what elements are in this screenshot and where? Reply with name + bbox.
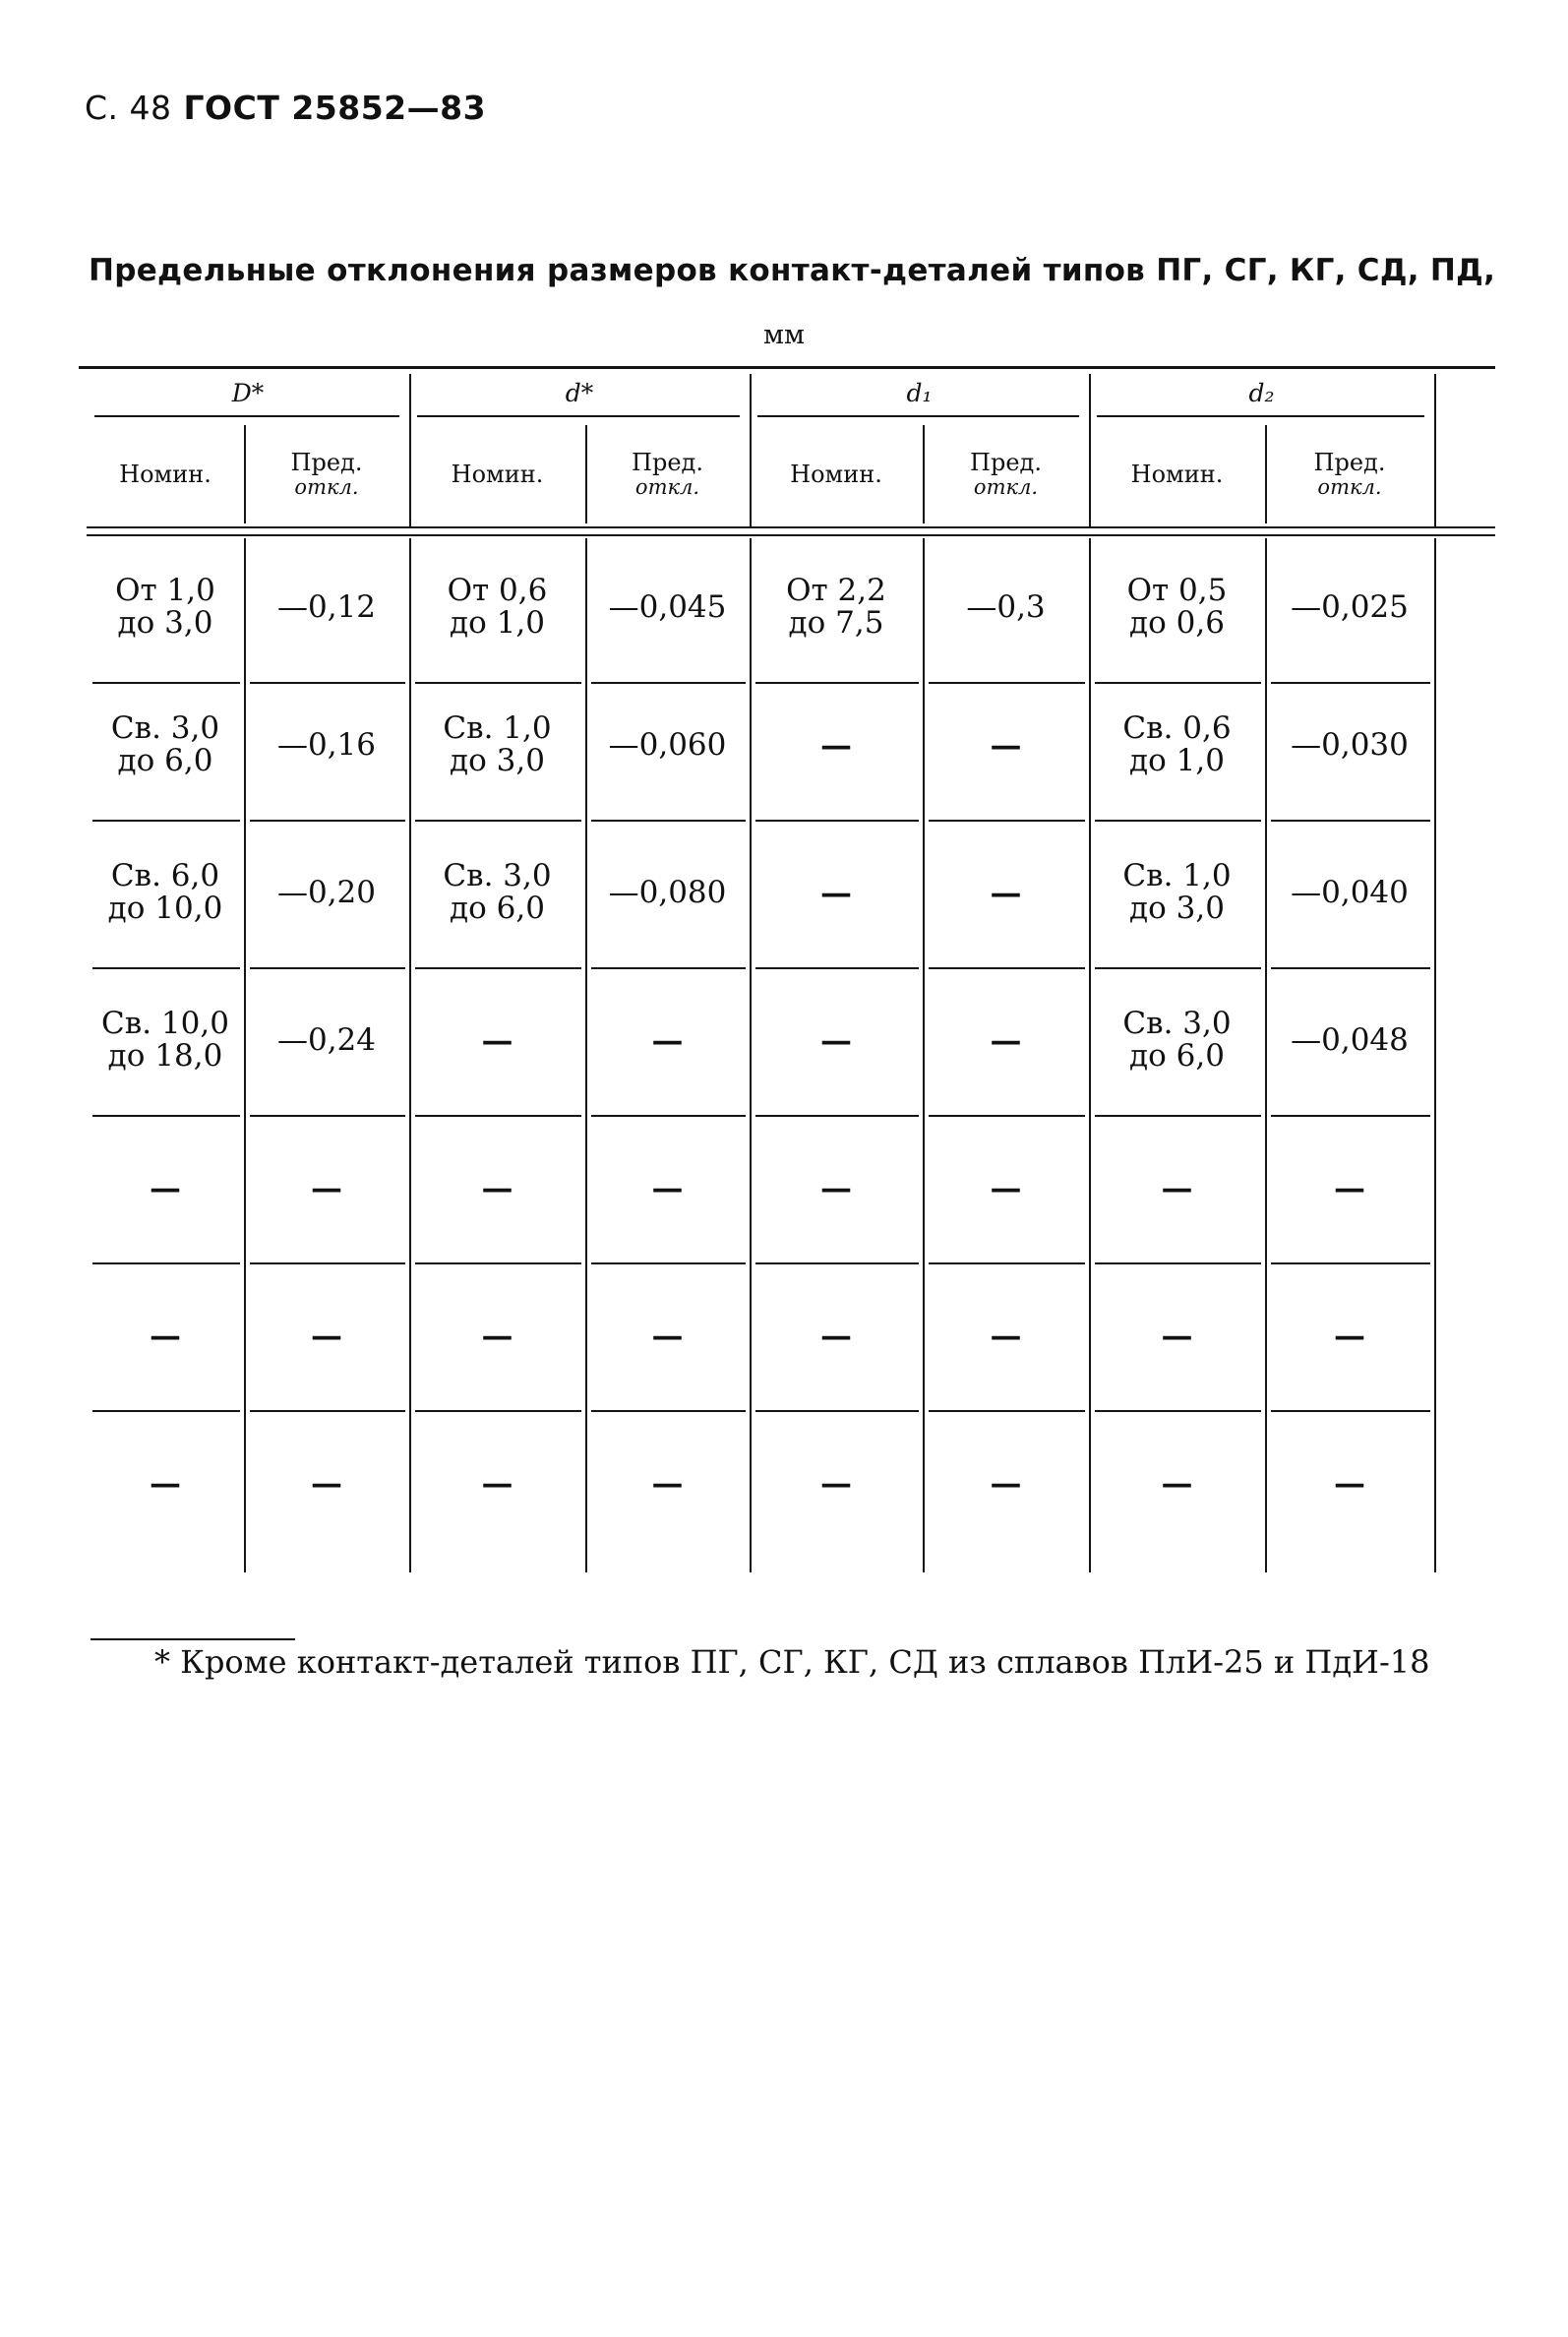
tolerance-cell: — <box>1334 1169 1365 1206</box>
tolerance-cell: —0,3 <box>966 589 1046 625</box>
standard-number: ГОСТ 25852—83 <box>183 89 487 127</box>
tolerance-cell: —0,080 <box>608 875 727 910</box>
nominal-value-line: до 3,0 <box>117 605 213 641</box>
tolerance-header-line1: Пред. <box>1313 449 1386 477</box>
row-separator <box>929 1262 1085 1264</box>
nominal-value-line: до 1,0 <box>1129 743 1225 778</box>
nominal-cell <box>409 539 585 675</box>
group-header-underline <box>757 415 1079 417</box>
row-separator <box>929 1115 1085 1117</box>
nominal-value-line: От 0,6 <box>447 572 548 608</box>
row-separator <box>415 1115 581 1117</box>
row-separator <box>1271 1115 1430 1117</box>
subcolumn-separator <box>244 425 246 523</box>
row-separator <box>92 1262 240 1264</box>
tolerance-cell: — <box>651 1464 684 1502</box>
header-double-rule-upper <box>87 526 1495 528</box>
page-number: С. 48 <box>85 89 172 127</box>
row-separator <box>1095 1262 1261 1264</box>
row-separator <box>250 967 405 969</box>
tolerance-cell: — <box>990 1317 1022 1354</box>
nominal-value-line: — <box>820 874 852 911</box>
tolerance-header-line1: Пред. <box>970 449 1042 477</box>
nominal-value-line: Св. 3,0 <box>110 709 220 746</box>
tolerance-cell: —0,045 <box>608 589 727 625</box>
row-separator <box>250 1410 405 1412</box>
nominal-value-line: От 1,0 <box>115 572 215 608</box>
nominal-value-line: до 6,0 <box>1129 1038 1225 1074</box>
nominal-value-line: до 7,5 <box>788 605 884 641</box>
row-separator <box>1271 820 1430 822</box>
nominal-cell <box>409 972 585 1108</box>
nominal-value-line: до 18,0 <box>107 1038 223 1074</box>
row-separator <box>1095 1410 1261 1412</box>
header-double-rule-lower <box>87 534 1495 536</box>
tolerance-cell: — <box>990 1464 1022 1502</box>
subcolumn-separator <box>923 425 925 523</box>
row-separator <box>415 820 581 822</box>
tolerance-cell: — <box>651 1169 684 1206</box>
row-separator <box>929 820 1085 822</box>
row-separator <box>591 967 746 969</box>
nominal-value-line: — <box>150 1464 181 1502</box>
group-header: d* <box>565 378 594 407</box>
tolerance-cell: —0,040 <box>1291 875 1409 910</box>
tolerance-cell: —0,20 <box>276 875 377 910</box>
nominal-cell <box>87 825 244 960</box>
nominal-value-line: — <box>820 726 852 764</box>
row-separator <box>1095 820 1261 822</box>
tolerance-header <box>1265 425 1434 523</box>
nominal-value-line: — <box>820 1464 852 1502</box>
nominal-cell <box>409 1267 585 1403</box>
row-separator <box>92 1410 240 1412</box>
nominal-header: Номин. <box>451 461 544 488</box>
group-separator <box>750 374 752 526</box>
tolerance-cell: — <box>311 1317 342 1354</box>
row-separator <box>755 967 919 969</box>
subcolumn-separator <box>585 425 587 523</box>
tolerance-cell: —0,24 <box>276 1022 377 1058</box>
nominal-value-line: Св. 3,0 <box>1122 1005 1232 1041</box>
row-separator <box>591 1262 746 1264</box>
nominal-cell <box>87 1415 244 1551</box>
nominal-value-line: — <box>1161 1317 1193 1354</box>
nominal-value-line: — <box>820 1169 852 1206</box>
nominal-value-line: — <box>820 1317 852 1354</box>
nominal-cell <box>87 1267 244 1403</box>
row-separator <box>250 820 405 822</box>
row-separator <box>1271 1262 1430 1264</box>
nominal-value-line: — <box>481 1464 513 1502</box>
nominal-cell <box>1089 539 1265 675</box>
row-separator <box>929 1410 1085 1412</box>
nominal-cell <box>87 1120 244 1256</box>
table-title: Предельные отклонения размеров контакт-деталей типов ПГ, СГ, КГ, СД, ПД, <box>89 253 1496 288</box>
row-separator <box>755 1410 919 1412</box>
nominal-value-line: — <box>150 1317 181 1354</box>
nominal-value-line: Св. 10,0 <box>101 1005 229 1041</box>
nominal-value-line: — <box>481 1169 513 1206</box>
tolerance-cell: —0,025 <box>1291 589 1409 625</box>
nominal-value-line: Св. 3,0 <box>443 857 552 893</box>
nominal-cell <box>409 1120 585 1256</box>
nominal-value-line: От 0,5 <box>1126 572 1228 608</box>
nominal-cell <box>750 1267 923 1403</box>
row-separator <box>1095 1115 1261 1117</box>
tolerance-cell: — <box>1334 1464 1365 1502</box>
footnote-divider <box>90 1638 295 1640</box>
nominal-value-line: до 0,6 <box>1129 605 1225 641</box>
group-header: d₁ <box>906 378 933 407</box>
tolerance-cell: —0,12 <box>276 589 377 625</box>
nominal-cell <box>750 972 923 1108</box>
row-separator <box>591 1115 746 1117</box>
nominal-cell <box>1089 825 1265 960</box>
tolerance-cell: — <box>990 1021 1022 1059</box>
tolerance-cell: — <box>311 1169 342 1206</box>
tolerance-header-line1: Пред. <box>290 449 363 477</box>
nominal-value-line: — <box>1161 1464 1193 1502</box>
row-separator <box>415 1262 581 1264</box>
footnote: * Кроме контакт-деталей типов ПГ, СГ, КГ, СД из сплавов ПлИ-25 и ПдИ-18 <box>154 1643 1430 1681</box>
nominal-value-line: Св. 1,0 <box>443 709 552 746</box>
group-separator <box>1434 374 1436 526</box>
nominal-value-line: — <box>820 1021 852 1059</box>
nominal-cell <box>87 539 244 675</box>
nominal-cell <box>87 972 244 1108</box>
nominal-value-line: — <box>150 1169 181 1206</box>
tolerance-cell: —0,030 <box>1291 727 1409 763</box>
nominal-cell <box>750 677 923 813</box>
nominal-cell <box>1089 972 1265 1108</box>
row-separator <box>1271 1410 1430 1412</box>
nominal-value-line: Св. 1,0 <box>1122 857 1232 893</box>
row-separator <box>250 1262 405 1264</box>
nominal-cell <box>409 1415 585 1551</box>
nominal-cell <box>750 1415 923 1551</box>
tolerance-cell: —0,048 <box>1291 1022 1409 1058</box>
tolerance-header-line2: откл. <box>294 474 359 499</box>
nominal-value-line: Св. 6,0 <box>110 857 220 893</box>
tolerance-cell: —0,060 <box>608 727 727 763</box>
row-separator <box>1095 967 1261 969</box>
row-separator <box>415 967 581 969</box>
tolerance-cell: —0,16 <box>276 727 377 763</box>
table-top-rule <box>79 366 1495 369</box>
row-separator <box>755 820 919 822</box>
subcolumn-separator <box>1265 425 1267 523</box>
row-separator <box>591 1410 746 1412</box>
row-separator <box>92 967 240 969</box>
nominal-cell <box>409 825 585 960</box>
nominal-cell <box>1089 1267 1265 1403</box>
nominal-header: Номин. <box>119 461 211 488</box>
group-header-underline <box>94 415 399 417</box>
page-header <box>85 89 486 127</box>
row-separator <box>929 967 1085 969</box>
group-separator <box>409 374 411 526</box>
tolerance-cell: — <box>990 1169 1022 1206</box>
nominal-cell <box>87 677 244 813</box>
nominal-value-line: до 10,0 <box>107 891 223 926</box>
tolerance-cell: — <box>651 1021 684 1059</box>
nominal-value-line: до 6,0 <box>450 891 545 926</box>
row-separator <box>755 1262 919 1264</box>
nominal-value-line: Св. 0,6 <box>1122 709 1232 746</box>
tolerance-header <box>585 425 750 523</box>
row-separator <box>591 820 746 822</box>
group-separator <box>1434 538 1436 1572</box>
group-separator <box>1089 374 1091 526</box>
nominal-value-line: до 1,0 <box>450 605 545 641</box>
nominal-cell <box>750 1120 923 1256</box>
tolerance-cell: — <box>990 726 1022 764</box>
group-header: d₂ <box>1248 378 1275 407</box>
nominal-header: Номин. <box>790 461 882 488</box>
nominal-value-line: — <box>481 1021 513 1059</box>
units-label: мм <box>762 320 805 350</box>
nominal-value-line: до 3,0 <box>1129 891 1225 926</box>
tolerance-header-line2: откл. <box>973 474 1039 499</box>
nominal-cell <box>750 825 923 960</box>
nominal-cell <box>750 539 923 675</box>
nominal-value-line: — <box>481 1317 513 1354</box>
row-separator <box>1271 967 1430 969</box>
group-header-underline <box>417 415 740 417</box>
tolerance-header-line1: Пред. <box>632 449 703 477</box>
tolerance-header <box>923 425 1089 523</box>
tolerance-cell: — <box>651 1317 684 1354</box>
group-header: D* <box>231 378 265 407</box>
tolerance-cell: — <box>990 874 1022 911</box>
nominal-cell <box>1089 1120 1265 1256</box>
nominal-value-line: От 2,2 <box>786 572 886 608</box>
nominal-cell <box>1089 1415 1265 1551</box>
row-separator <box>415 1410 581 1412</box>
row-separator <box>92 820 240 822</box>
tolerance-header <box>244 425 409 523</box>
nominal-value-line: — <box>1161 1169 1193 1206</box>
tolerance-cell: — <box>311 1464 342 1502</box>
row-separator <box>250 1115 405 1117</box>
nominal-value-line: до 6,0 <box>117 743 213 778</box>
tolerance-header-line2: откл. <box>1317 474 1382 499</box>
nominal-cell <box>409 677 585 813</box>
tolerance-header-line2: откл. <box>634 474 700 499</box>
row-separator <box>755 1115 919 1117</box>
tolerance-cell: — <box>1334 1317 1365 1354</box>
nominal-header: Номин. <box>1130 461 1224 488</box>
group-header-underline <box>1097 415 1424 417</box>
nominal-value-line: до 3,0 <box>450 743 545 778</box>
row-separator <box>92 1115 240 1117</box>
nominal-cell <box>1089 677 1265 813</box>
